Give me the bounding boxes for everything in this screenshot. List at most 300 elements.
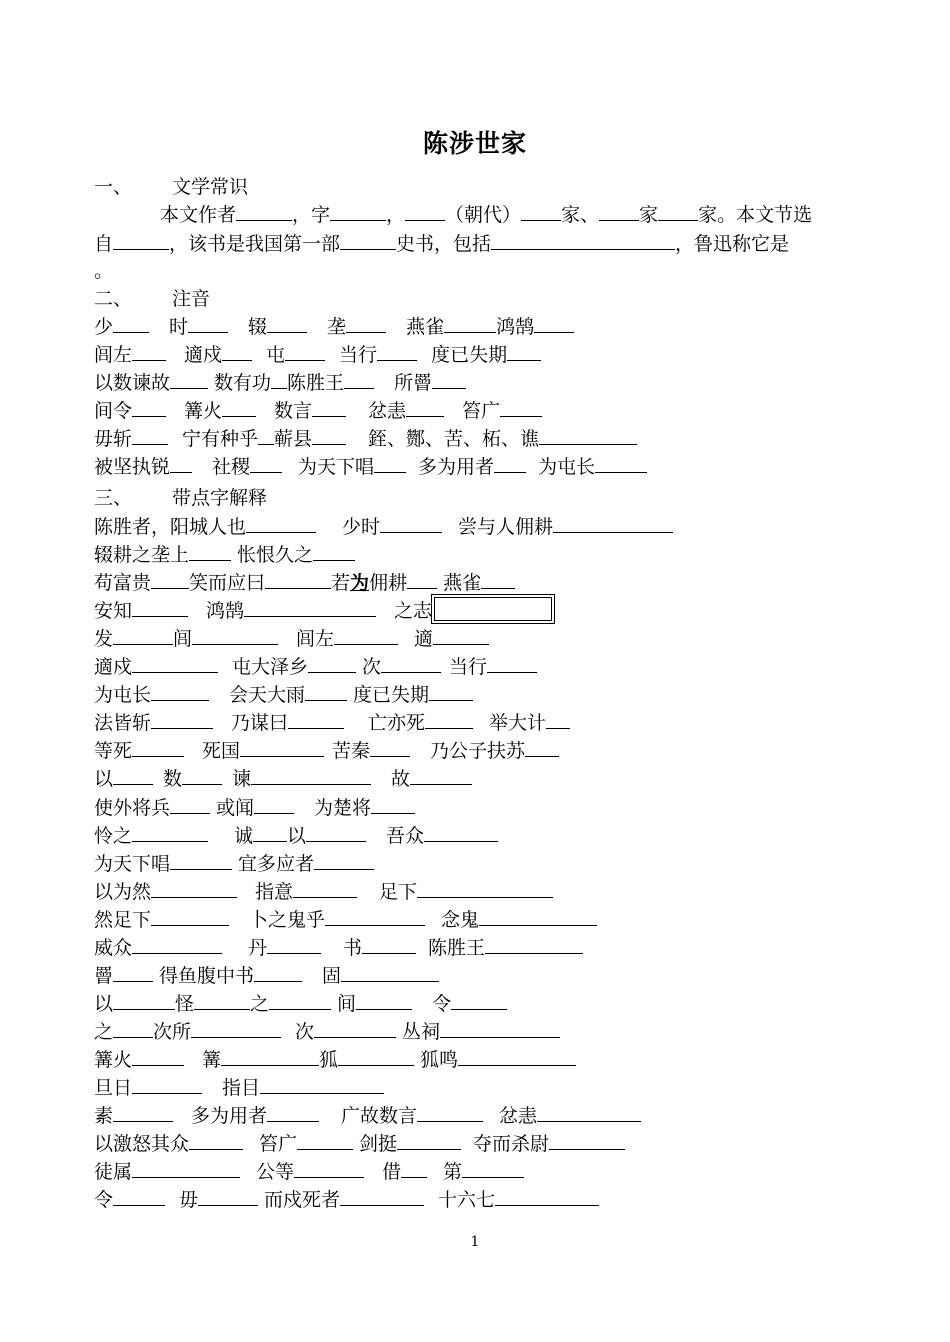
- explain-blank[interactable]: [267, 1101, 319, 1122]
- explain-word: 徒属: [94, 1161, 133, 1184]
- explain-word: 故: [391, 768, 411, 791]
- pinyin-word: 间令: [94, 400, 133, 422]
- explain-word: 笞广: [259, 1133, 298, 1156]
- explain-word: 足下: [379, 880, 418, 903]
- explain-word: 屯大泽乡: [232, 656, 309, 679]
- explain-blank[interactable]: [151, 708, 213, 729]
- explain-blank[interactable]: [132, 736, 184, 757]
- pinyin-line: [94, 312, 590, 340]
- pinyin-word: 辍: [248, 316, 268, 338]
- blank[interactable]: [599, 200, 639, 221]
- explain-blank[interactable]: [288, 708, 344, 729]
- blank[interactable]: [521, 200, 561, 221]
- explain-blank[interactable]: [433, 624, 489, 645]
- text: 家、: [561, 204, 600, 226]
- explain-word: 第: [443, 1161, 463, 1184]
- explain-word: 乃谋曰: [231, 712, 289, 735]
- section-3-heading: [94, 485, 267, 511]
- explain-blank[interactable]: [194, 989, 250, 1010]
- pinyin-word: 时: [169, 316, 189, 338]
- pinyin-word: 燕雀: [406, 316, 445, 338]
- section-number: 二、: [94, 288, 133, 310]
- explain-blank[interactable]: [495, 1185, 599, 1206]
- explain-word: 次所: [153, 1020, 192, 1043]
- explain-word: 以: [94, 768, 114, 791]
- explain-word: 为天下唱: [94, 852, 171, 875]
- pinyin-word: 蕲县: [274, 428, 313, 450]
- explain-line: [94, 877, 553, 905]
- pinyin-word: 数言: [274, 400, 313, 422]
- text: 家。本文节选: [698, 204, 813, 226]
- text: 自: [94, 233, 114, 255]
- pinyin-word: 宁有种乎: [182, 428, 259, 450]
- explain-blank[interactable]: [537, 1101, 641, 1122]
- explain-blank[interactable]: [151, 568, 189, 589]
- explain-word: 陈胜者，阳城人也: [94, 516, 247, 538]
- explain-blank[interactable]: [113, 624, 173, 645]
- explain-blank[interactable]: [132, 821, 208, 842]
- explain-blank[interactable]: [407, 568, 437, 589]
- explain-word: 威众: [94, 936, 133, 959]
- pinyin-word: 当行: [339, 344, 378, 366]
- explain-blank[interactable]: [191, 1017, 281, 1038]
- explain-blank[interactable]: [269, 989, 331, 1010]
- explain-blank[interactable]: [481, 568, 515, 589]
- pinyin-blank[interactable]: [507, 340, 541, 361]
- pinyin-blank[interactable]: [222, 396, 256, 417]
- explain-word: 宜多应者: [238, 852, 315, 875]
- blank[interactable]: [330, 200, 386, 221]
- explain-word: 而戍死者: [264, 1189, 341, 1212]
- pinyin-word: 陈胜王: [287, 372, 345, 394]
- pinyin-blank[interactable]: [374, 452, 406, 473]
- explain-word: 篝: [202, 1048, 222, 1071]
- explain-word: 狐: [319, 1048, 339, 1071]
- explain-blank[interactable]: [294, 1157, 364, 1178]
- explain-blank[interactable]: [458, 1045, 576, 1066]
- explain-blank[interactable]: [253, 821, 287, 842]
- explain-word: 闾左: [296, 628, 335, 651]
- pinyin-blank[interactable]: [132, 340, 166, 361]
- section-2-heading: [94, 286, 210, 312]
- explain-blank[interactable]: [151, 905, 229, 926]
- pinyin-word: 多为用者: [418, 456, 495, 478]
- explain-word: 丛祠: [402, 1020, 441, 1043]
- explain-word: 以: [287, 824, 307, 847]
- explain-word: 或闻: [216, 796, 255, 819]
- blank[interactable]: [658, 200, 698, 221]
- explain-blank[interactable]: [380, 512, 442, 533]
- explain-blank[interactable]: [198, 1185, 258, 1206]
- explain-word: 为楚将: [314, 796, 372, 819]
- pinyin-blank[interactable]: [258, 424, 274, 445]
- pinyin-line: [94, 424, 637, 452]
- explain-blank[interactable]: [260, 1073, 384, 1094]
- section-title: 带点字解释: [172, 487, 268, 509]
- explain-blank[interactable]: [113, 1017, 153, 1038]
- explain-word: 毋: [179, 1189, 199, 1212]
- pinyin-blank[interactable]: [271, 368, 287, 389]
- pinyin-blank[interactable]: [539, 424, 637, 445]
- explain-blank[interactable]: [113, 961, 153, 982]
- pinyin-word: 篝火: [184, 400, 223, 422]
- explain-word: 诚: [234, 824, 254, 847]
- text: （朝代）: [445, 204, 522, 226]
- explain-line: [94, 652, 537, 680]
- explain-blank[interactable]: [132, 652, 218, 673]
- blank[interactable]: [236, 200, 292, 221]
- pinyin-word: 以数谏故: [94, 372, 171, 394]
- literature-line-3: [94, 258, 113, 284]
- explain-word: 吾众: [386, 824, 425, 847]
- text: 本文作者: [160, 204, 237, 226]
- explain-blank[interactable]: [451, 989, 507, 1010]
- pinyin-blank[interactable]: [113, 312, 149, 333]
- explain-line: [94, 1157, 524, 1185]
- explain-word: 广故数言: [341, 1105, 418, 1128]
- explain-blank[interactable]: [170, 849, 232, 870]
- explain-blank[interactable]: [371, 793, 415, 814]
- pinyin-blank[interactable]: [222, 340, 252, 361]
- explain-word: 辍耕之垄上: [94, 544, 190, 567]
- pinyin-word: 所罾: [394, 372, 433, 394]
- explain-word: 当行: [449, 656, 488, 679]
- explain-line: [94, 568, 535, 596]
- explain-blank[interactable]: [479, 905, 597, 926]
- explain-word: 篝火: [94, 1048, 133, 1071]
- pinyin-line: [94, 452, 647, 480]
- explain-line: [94, 512, 673, 540]
- explain-blank[interactable]: [410, 764, 472, 785]
- pinyin-word: 为天下唱: [298, 456, 375, 478]
- explain-word: 借: [382, 1161, 402, 1184]
- explain-blank[interactable]: [251, 764, 371, 785]
- explain-blank[interactable]: [462, 1157, 524, 1178]
- pinyin-blank[interactable]: [285, 340, 325, 361]
- explain-line: [94, 989, 507, 1017]
- explain-word: 乃公子扶苏: [430, 740, 526, 763]
- explain-word: 十六七: [438, 1189, 496, 1212]
- pinyin-blank[interactable]: [377, 340, 417, 361]
- explain-word: 得鱼腹中书: [159, 964, 255, 987]
- explain-blank[interactable]: [370, 736, 410, 757]
- pinyin-word: 適戍: [184, 344, 223, 366]
- explain-word: 亡亦死: [368, 712, 426, 735]
- pinyin-blank[interactable]: [406, 396, 444, 417]
- explain-blank[interactable]: [254, 793, 294, 814]
- answer-box[interactable]: [434, 597, 552, 621]
- text: ，: [386, 204, 406, 226]
- explain-word: 指目: [222, 1077, 261, 1099]
- explain-blank[interactable]: [113, 1101, 173, 1122]
- explain-blank[interactable]: [265, 568, 331, 589]
- explain-blank[interactable]: [485, 933, 583, 954]
- explain-word: 以: [94, 992, 114, 1015]
- pinyin-word: 社稷: [212, 456, 251, 478]
- pinyin-line: [94, 396, 542, 424]
- explain-word: 令: [94, 1189, 114, 1212]
- explain-word: 念鬼: [441, 908, 480, 931]
- explain-word: 次: [295, 1020, 315, 1043]
- explain-word: 发: [94, 628, 114, 651]
- explain-blank[interactable]: [113, 989, 175, 1010]
- explain-blank[interactable]: [401, 1157, 427, 1178]
- text: 家: [639, 204, 659, 226]
- pinyin-blank[interactable]: [312, 424, 346, 445]
- explain-blank[interactable]: [132, 596, 188, 617]
- explain-word: 然足下: [94, 908, 152, 931]
- explain-blank[interactable]: [362, 933, 416, 954]
- explain-word: 尝与人佣耕: [458, 516, 554, 538]
- explain-blank[interactable]: [113, 764, 153, 785]
- explain-word: 適: [414, 628, 434, 651]
- pinyin-word: 銍、酂、苦、柘、谯: [368, 428, 540, 450]
- explain-line: [94, 1045, 576, 1073]
- pinyin-word: 被坚执锐: [94, 456, 171, 478]
- pinyin-blank[interactable]: [344, 368, 374, 389]
- explain-blank[interactable]: [189, 540, 231, 561]
- explain-word: 谏: [232, 768, 252, 791]
- explain-word: 怜之: [94, 824, 133, 847]
- pinyin-line: [94, 340, 541, 368]
- explain-word: 公等: [256, 1161, 295, 1184]
- explain-word: 怅恨久之: [237, 544, 314, 567]
- explain-line: [94, 793, 435, 821]
- explain-blank[interactable]: [132, 933, 222, 954]
- explain-blank[interactable]: [189, 1129, 243, 1150]
- explain-blank[interactable]: [417, 877, 553, 898]
- text: ，鲁迅称它是: [675, 233, 790, 255]
- explain-blank[interactable]: [549, 1129, 625, 1150]
- explain-blank[interactable]: [246, 512, 316, 533]
- explain-blank[interactable]: [293, 877, 357, 898]
- explain-blank[interactable]: [297, 1129, 353, 1150]
- explain-blank[interactable]: [381, 652, 441, 673]
- explain-blank[interactable]: [340, 1185, 424, 1206]
- explain-word: 法皆斩: [94, 712, 152, 735]
- section-1-heading: [94, 174, 248, 200]
- explain-word: 狐鸣: [420, 1048, 459, 1071]
- pinyin-blank[interactable]: [595, 452, 647, 473]
- pinyin-word: 为屯长: [538, 456, 596, 478]
- explain-blank[interactable]: [417, 1101, 483, 1122]
- explain-blank[interactable]: [132, 1157, 240, 1178]
- explain-blank[interactable]: [341, 961, 439, 982]
- explain-blank[interactable]: [113, 1185, 165, 1206]
- blank[interactable]: [113, 229, 169, 250]
- explain-line: [94, 1101, 641, 1129]
- explain-word: 使外将兵: [94, 796, 171, 819]
- explain-blank[interactable]: [132, 1045, 184, 1066]
- pinyin-word: 屯: [266, 344, 286, 366]
- pinyin-word: 毋斩: [94, 428, 133, 450]
- explain-word: 数: [163, 768, 183, 791]
- explain-word: 少时: [342, 516, 381, 538]
- pinyin-word: 忿恚: [368, 400, 407, 422]
- explain-blank[interactable]: [487, 652, 537, 673]
- explain-word: 苦秦: [332, 740, 371, 763]
- pinyin-word: 闾左: [94, 344, 133, 366]
- explain-word: 以为然: [94, 880, 152, 903]
- pinyin-blank[interactable]: [534, 312, 574, 333]
- explain-word: 次: [362, 656, 382, 679]
- explain-blank[interactable]: [314, 1017, 396, 1038]
- explain-word: 为: [350, 572, 370, 595]
- page-number: 1: [470, 1234, 480, 1250]
- pinyin-blank[interactable]: [250, 452, 282, 473]
- explain-blank[interactable]: [267, 933, 321, 954]
- explain-blank[interactable]: [440, 1017, 560, 1038]
- explain-word: 丹: [248, 936, 268, 959]
- explain-word: 佣耕: [369, 572, 408, 595]
- explain-line: [94, 540, 383, 568]
- blank[interactable]: [491, 229, 675, 250]
- page-title: 陈涉世家: [422, 129, 527, 158]
- explain-line: [94, 1017, 560, 1045]
- explain-line: [94, 596, 552, 624]
- explain-blank[interactable]: [314, 849, 374, 870]
- explain-word: 书: [343, 936, 363, 959]
- explain-blank[interactable]: [553, 512, 673, 533]
- explain-blank[interactable]: [244, 596, 376, 617]
- explain-blank[interactable]: [525, 736, 559, 757]
- explain-word: 以激怒其众: [94, 1133, 190, 1156]
- explain-word: 燕雀: [443, 572, 482, 595]
- explain-line: [94, 821, 498, 849]
- explain-word: 適戍: [94, 656, 133, 679]
- section-title: 文学常识: [172, 176, 249, 198]
- blank[interactable]: [405, 200, 445, 221]
- explain-word: 之志: [394, 600, 433, 623]
- explain-word: 笑而应曰: [189, 572, 266, 595]
- pinyin-blank[interactable]: [444, 312, 496, 333]
- explain-word: 卜之鬼乎: [249, 908, 326, 931]
- explain-word: 若: [331, 572, 351, 595]
- explain-blank[interactable]: [254, 961, 302, 982]
- explain-blank[interactable]: [305, 680, 347, 701]
- explain-blank[interactable]: [151, 680, 209, 701]
- pinyin-blank[interactable]: [132, 396, 166, 417]
- explain-blank[interactable]: [334, 624, 398, 645]
- explain-word: 举大计: [489, 712, 547, 735]
- explain-word: 为屯长: [94, 684, 152, 707]
- explain-line: [94, 736, 559, 764]
- explain-blank[interactable]: [397, 1129, 461, 1150]
- explain-line: [94, 764, 472, 792]
- explain-word: 闾: [173, 628, 193, 651]
- pinyin-word: 垄: [327, 316, 347, 338]
- pinyin-blank[interactable]: [188, 312, 228, 333]
- pinyin-line: [94, 368, 480, 396]
- explain-blank[interactable]: [425, 708, 473, 729]
- explain-word: 会天大雨: [229, 684, 306, 707]
- text: ，字: [292, 204, 331, 226]
- pinyin-word: 鸿鹄: [496, 316, 535, 338]
- explain-blank[interactable]: [221, 1045, 319, 1066]
- explain-line: [94, 849, 394, 877]
- pinyin-word: 度已失期: [431, 344, 508, 366]
- explain-blank[interactable]: [170, 793, 210, 814]
- explain-word: 之: [250, 992, 270, 1015]
- explain-line: [94, 708, 570, 736]
- pinyin-blank[interactable]: [346, 312, 386, 333]
- explain-word: 指意: [255, 880, 294, 903]
- pinyin-word: 少: [94, 316, 114, 338]
- literature-paragraph: [94, 200, 864, 230]
- explain-word: 陈胜王: [428, 936, 486, 959]
- explain-blank[interactable]: [306, 821, 366, 842]
- text: ，该书是我国第一部: [169, 233, 341, 255]
- explain-word: 忿恚: [499, 1105, 538, 1128]
- explain-blank[interactable]: [313, 540, 355, 561]
- pinyin-word: 数有功: [214, 372, 272, 394]
- pinyin-blank[interactable]: [170, 452, 192, 473]
- explain-blank[interactable]: [240, 736, 324, 757]
- explain-word: 罾: [94, 964, 114, 987]
- explain-line: [94, 1073, 384, 1101]
- explain-line: [94, 933, 583, 961]
- pinyin-blank[interactable]: [170, 368, 208, 389]
- explain-word: 剑挺: [359, 1133, 398, 1156]
- explain-blank[interactable]: [192, 624, 278, 645]
- text: 。: [94, 260, 114, 282]
- explain-word: 间: [337, 992, 357, 1015]
- explain-word: 等死: [94, 740, 133, 763]
- explain-word: 之: [94, 1020, 114, 1043]
- explain-word: 死国: [202, 740, 241, 763]
- explain-blank[interactable]: [356, 989, 412, 1010]
- explain-word: 多为用者: [191, 1105, 268, 1128]
- explain-blank[interactable]: [429, 680, 473, 701]
- pinyin-blank[interactable]: [494, 452, 526, 473]
- literature-line-2: [94, 229, 789, 257]
- explain-blank[interactable]: [182, 764, 222, 785]
- explain-line: [94, 680, 497, 708]
- explain-blank[interactable]: [338, 1045, 414, 1066]
- blank[interactable]: [340, 229, 396, 250]
- section-number: 三、: [94, 487, 133, 509]
- explain-blank[interactable]: [424, 821, 498, 842]
- explain-blank[interactable]: [308, 652, 356, 673]
- explain-blank[interactable]: [132, 1073, 202, 1094]
- pinyin-blank[interactable]: [267, 312, 307, 333]
- explain-word: 固: [322, 964, 342, 987]
- pinyin-blank[interactable]: [432, 368, 466, 389]
- explain-line: [94, 624, 489, 652]
- pinyin-blank[interactable]: [132, 424, 168, 445]
- explain-word: 令: [432, 992, 452, 1015]
- explain-blank[interactable]: [546, 708, 570, 729]
- pinyin-blank[interactable]: [500, 396, 542, 417]
- explain-word: 度已失期: [353, 684, 430, 707]
- text: 史书，包括: [396, 233, 492, 255]
- explain-blank[interactable]: [325, 905, 425, 926]
- pinyin-word: 笞广: [462, 400, 501, 422]
- explain-line: [94, 961, 459, 989]
- explain-line: [94, 1185, 599, 1213]
- explain-word: 旦日: [94, 1077, 133, 1099]
- explain-word: 夺而杀尉: [473, 1133, 550, 1156]
- explain-word: 苟富贵: [94, 572, 152, 595]
- explain-word: 素: [94, 1105, 114, 1128]
- explain-line: [94, 1129, 625, 1157]
- section-number: 一、: [94, 176, 133, 198]
- explain-word: 安知: [94, 600, 133, 623]
- pinyin-blank[interactable]: [312, 396, 346, 417]
- section-title: 注音: [172, 288, 211, 310]
- explain-blank[interactable]: [151, 877, 237, 898]
- explain-line: [94, 905, 597, 933]
